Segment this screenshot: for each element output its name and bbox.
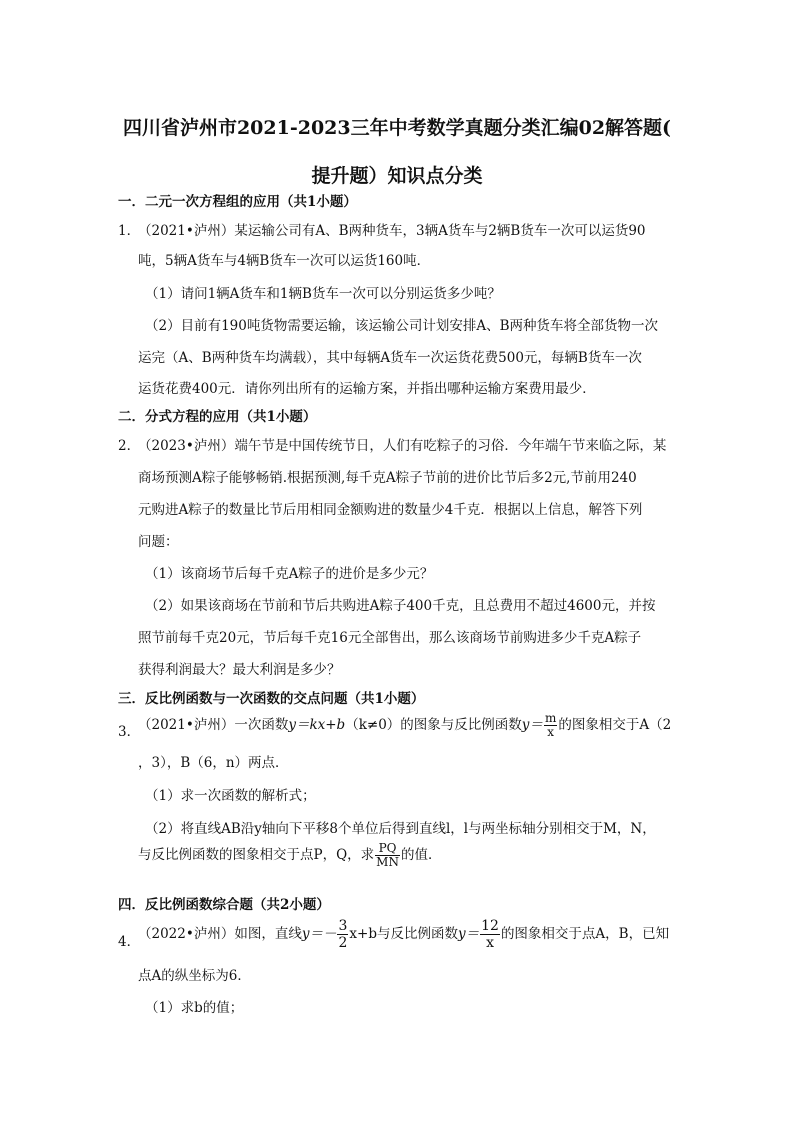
q4-fraction-12: 12: [481, 918, 499, 934]
q3-line-1: [138, 712, 671, 739]
q3-fraction-m-over-x: [544, 712, 557, 739]
section-heading-3: 三．反比例函数与一次函数的交点问题（共1小题）: [118, 691, 425, 707]
q3-fraction-numerator: m: [544, 711, 557, 725]
q4-line-equation-lhs: y＝－: [301, 926, 337, 942]
q3-text-b: （k≠0）的图象与反比例函数: [345, 717, 522, 733]
q2-part-2-line-2: 照节前每千克20元，节后每千克16元全部售出，那么该商场节前购进多少千克A粽子: [138, 630, 642, 646]
q2-part-1: （1）该商场节后每千克A粽子的进价是多少元？: [145, 566, 434, 582]
q3-part-1: （1）求一次函数的解析式；: [145, 788, 316, 804]
q4-inverse-equation-lhs: y＝: [457, 926, 480, 942]
q3-inverse-equation-lhs: y＝: [521, 717, 543, 733]
q3-text-c: 的图象相交于A（2: [558, 717, 672, 733]
q1-line-2: 吨，5辆A货车与4辆B货车一次可以运货160吨．: [138, 253, 431, 269]
section-heading-4: 四．反比例函数综合题（共2小题）: [118, 897, 330, 913]
q4-line-2: 点A的纵坐标为6．: [138, 968, 251, 984]
q3-fraction-mn: MN: [376, 855, 399, 869]
q1-part-1: （1）请问1辆A货车和1辆B货车一次可以分别运货多少吨？: [145, 286, 501, 302]
question-number-2: 2．: [118, 438, 141, 454]
q2-line-1: （2023•泸州）端午节是中国传统节日，人们有吃粽子的习俗．今年端午节来临之际，某: [138, 438, 667, 454]
document-title: [90, 104, 704, 200]
q2-line-4: 问题：: [138, 534, 179, 550]
question-number-3: 3．: [118, 724, 141, 740]
q4-text-b: x+b与反比例函数: [349, 926, 458, 942]
q4-fraction-x: x: [486, 935, 494, 951]
section-heading-1: 一．二元一次方程组的应用（共1小题）: [118, 194, 357, 210]
q1-part-2-line-3: 运货花费400元．请你列出所有的运输方案，并指出哪种运输方案费用最少．: [138, 381, 596, 397]
q1-part-2-line-2: 运完（A、B两种货车均满载），其中每辆A货车一次运货花费500元，每辆B货车一次: [138, 350, 642, 366]
q3-part-2-text-a: 与反比例函数的图象相交于点P，Q，求: [138, 847, 375, 863]
q2-part-2-line-1: （2）如果该商场在节前和节后共购进A粽子400千克，且总费用不超过4600元，并按: [145, 598, 656, 614]
question-number-4: 4．: [118, 934, 141, 950]
q3-part-2-text-b: 的值．: [400, 847, 442, 863]
q1-line-1: （2021•泸州）某运输公司有A、B两种货车，3辆A货车与2辆B货车一次可以运货90: [138, 223, 646, 239]
q2-line-3: 元购进A粽子的数量比节后用相同金额购进的数量少4千克．根据以上信息，解答下列: [138, 502, 643, 518]
q4-fraction-3: 3: [338, 918, 348, 934]
q1-part-2-line-1: （2）目前有190吨货物需要运输，该运输公司计划安排A、B两种货车将全部货物一次: [145, 318, 659, 334]
q4-fraction-12-over-x: [480, 918, 500, 951]
q3-fraction-pq: PQ: [375, 842, 400, 856]
q3-linear-equation: y＝kx+b: [288, 717, 346, 733]
q4-part-1: （1）求b的值；: [145, 1000, 244, 1016]
title-line-1: 四川省泸州市2021-2023三年中考数学真题分类汇编02解答题(: [122, 117, 672, 139]
q3-part-2-line-1: （2）将直线AB沿y轴向下平移8个单位后得到直线l，l与两坐标轴分别相交于M，N，: [145, 821, 656, 837]
title-line-2: 提升题）知识点分类: [311, 165, 483, 187]
q4-fraction-2: 2: [338, 935, 348, 951]
question-number-1: 1．: [118, 223, 141, 239]
q2-part-2-line-3: 获得利润最大？最大利润是多少？: [138, 662, 341, 678]
q2-line-2: 商场预测A粽子能够畅销.根据预测,每千克A粽子节前的进价比节后多2元,节前用240: [138, 470, 637, 486]
q4-text-a: （2022•泸州）如图，直线: [138, 926, 302, 942]
q3-fraction-denominator: x: [547, 725, 555, 739]
q3-fraction-pq-over-mn: [375, 842, 400, 869]
section-heading-2: 二．分式方程的应用（共1小题）: [118, 409, 317, 425]
q3-line-2: ，3），B（6，n）两点．: [138, 755, 289, 771]
q4-line-1: [138, 918, 669, 951]
q3-part-2-line-2: [138, 842, 441, 869]
q4-fraction-3-over-2: [337, 918, 348, 951]
q3-text-a: （2021•泸州）一次函数: [138, 717, 289, 733]
q4-text-c: 的图象相交于点A，B，已知: [500, 926, 670, 942]
